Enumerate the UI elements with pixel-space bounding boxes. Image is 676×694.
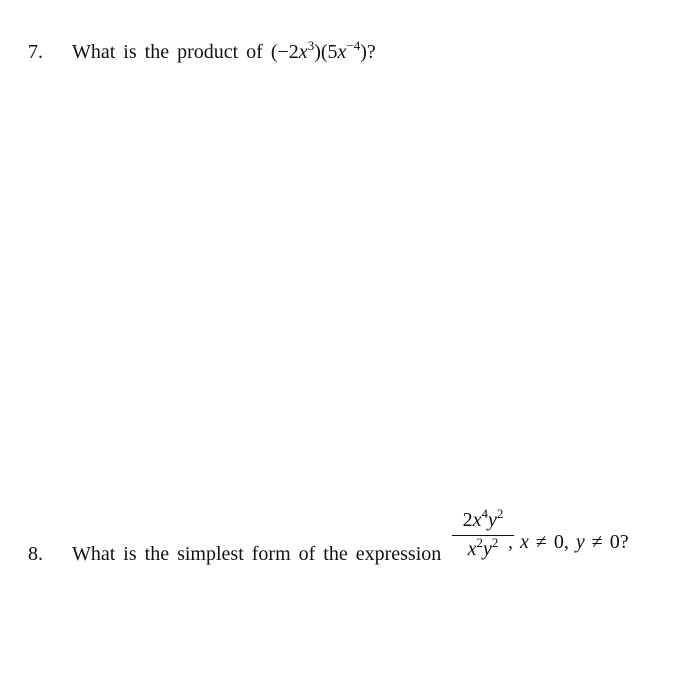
- exponent: 2: [476, 535, 483, 550]
- exponent: 2: [496, 506, 504, 521]
- question-number: 7.: [28, 41, 43, 63]
- variable-y: y: [488, 509, 497, 531]
- variable-x: x: [467, 538, 477, 560]
- question-number: 8.: [28, 543, 43, 565]
- product-expression: [270, 38, 376, 63]
- fraction-denominator: [452, 535, 514, 563]
- exponent: 3: [307, 38, 315, 53]
- variable-x: x: [472, 509, 482, 531]
- variable-y: y: [575, 531, 585, 553]
- exponent: −4: [346, 38, 361, 53]
- question-text: [72, 38, 376, 63]
- variable-x: x: [298, 41, 308, 63]
- expr-part: (−2: [270, 41, 299, 63]
- variable-x: x: [520, 531, 529, 553]
- fraction-expression: [452, 506, 514, 563]
- condition-part: ≠ 0?: [584, 531, 629, 553]
- domain-condition: [508, 532, 629, 552]
- variable-y: y: [483, 538, 492, 560]
- exponent: 4: [481, 506, 488, 521]
- expr-part: )(5: [314, 41, 338, 63]
- fraction-numerator: [452, 506, 514, 534]
- variable-x: x: [337, 41, 347, 63]
- expr-part: )?: [360, 41, 376, 63]
- question-prompt: What is the simplest form of the expression: [72, 543, 442, 565]
- exponent: 2: [491, 535, 499, 550]
- fraction-bar: [452, 535, 514, 536]
- coefficient: 2: [462, 509, 473, 531]
- comma: ,: [508, 531, 513, 553]
- question-prompt: What is the product of: [72, 41, 271, 63]
- condition-part: ≠ 0,: [528, 531, 576, 553]
